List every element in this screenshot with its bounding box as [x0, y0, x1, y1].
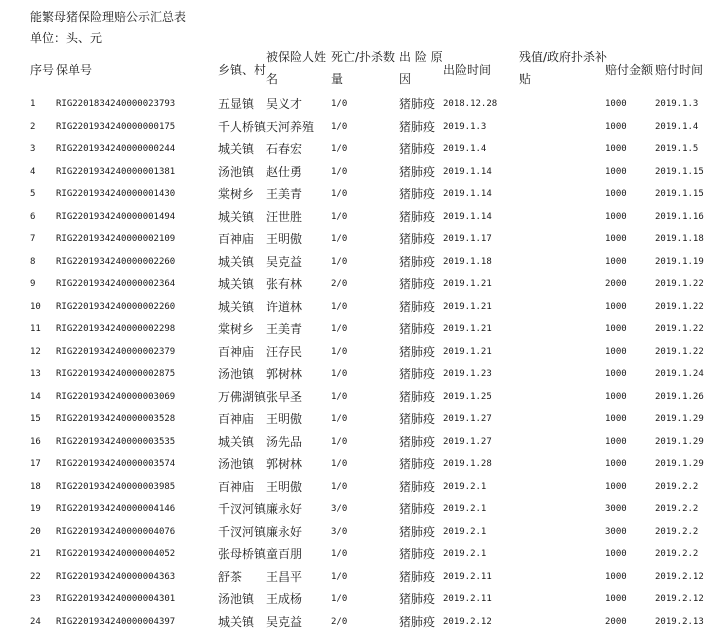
cell-policy-no: RIG2201934240000000175 — [56, 121, 176, 132]
table-row — [0, 545, 720, 563]
cell-cause: 猪肺疫 — [399, 344, 436, 359]
cell-seq: 17 — [30, 459, 41, 469]
cell-insured-name: 张有林 — [266, 277, 303, 291]
cell-dead-count: 1/0 — [331, 211, 348, 222]
cell-cause: 猪肺疫 — [399, 614, 436, 629]
cell-policy-no: RIG2201934240000003535 — [56, 436, 176, 447]
cell-town: 城关镇 — [218, 299, 255, 314]
cell-seq: 4 — [30, 166, 36, 177]
cell-pay-date: 2019.1.3 — [655, 99, 699, 109]
cell-dead-count: 1/0 — [331, 414, 348, 424]
cell-loss-date: 2019.1.14 — [443, 166, 492, 177]
cell-amount: 2000 — [605, 616, 627, 627]
cell-amount: 1000 — [605, 211, 627, 222]
cell-loss-date: 2019.2.12 — [443, 616, 492, 627]
cell-insured-name: 童百朋 — [266, 547, 303, 561]
cell-amount: 1000 — [605, 459, 627, 469]
table-row — [0, 185, 720, 203]
cell-policy-no: RIG2201934240000003528 — [56, 414, 176, 424]
cell-policy-no: RIG2201934240000002298 — [56, 324, 176, 334]
cell-policy-no: RIG2201934240000004363 — [56, 571, 176, 582]
table-row — [0, 500, 720, 518]
cell-amount: 1000 — [605, 256, 627, 267]
cell-loss-date: 2019.1.23 — [443, 369, 492, 379]
cell-dead-count: 3/0 — [331, 504, 348, 514]
cell-policy-no: RIG2201934240000001381 — [56, 166, 176, 177]
cell-insured-name: 汤先品 — [266, 434, 303, 449]
cell-amount: 1000 — [605, 144, 627, 154]
cell-policy-no: RIG2201934240000001430 — [56, 189, 176, 199]
cell-dead-count: 1/0 — [331, 234, 348, 244]
cell-amount: 1000 — [605, 414, 627, 424]
cell-insured-name: 汪存民 — [266, 344, 303, 359]
cell-amount: 1000 — [605, 571, 627, 582]
cell-seq: 13 — [30, 369, 41, 379]
cell-town: 城关镇 — [218, 277, 255, 291]
cell-insured-name: 廉永好 — [266, 524, 303, 539]
cell-pay-date: 2019.1.18 — [655, 234, 704, 244]
cell-cause: 猪肺疫 — [399, 254, 436, 269]
cell-loss-date: 2019.1.17 — [443, 234, 492, 244]
table-row — [0, 388, 720, 406]
cell-amount: 1000 — [605, 234, 627, 244]
cell-pay-date: 2019.1.29 — [655, 459, 704, 469]
cell-cause: 猪肺疫 — [399, 547, 436, 561]
table-row — [0, 433, 720, 451]
cell-loss-date: 2019.1.27 — [443, 436, 492, 447]
cell-policy-no: RIG2201934240000002260 — [56, 256, 176, 267]
cell-insured-name: 郭树林 — [266, 457, 303, 471]
header-dead-1: 死亡/扑杀数 — [331, 50, 396, 64]
cell-insured-name: 赵仕勇 — [266, 164, 303, 179]
cell-insured-name: 吴克益 — [266, 254, 303, 269]
unit-label: 单位：头、元 — [30, 31, 103, 45]
header-dead-2: 量 — [331, 72, 344, 86]
cell-seq: 23 — [30, 594, 41, 604]
cell-policy-no: RIG2201934240000002364 — [56, 279, 176, 289]
cell-loss-date: 2019.1.25 — [443, 391, 492, 402]
cell-seq: 10 — [30, 301, 41, 312]
cell-insured-name: 天河养殖 — [266, 119, 315, 134]
table-row — [0, 365, 720, 383]
cell-loss-date: 2019.1.14 — [443, 211, 492, 222]
cell-pay-date: 2019.2.13 — [655, 616, 704, 627]
cell-town: 舒茶 — [218, 569, 243, 584]
header-town: 乡镇、村 — [218, 63, 267, 77]
cell-loss-date: 2019.2.1 — [443, 526, 487, 537]
cell-dead-count: 1/0 — [331, 571, 348, 582]
cell-town: 城关镇 — [218, 142, 255, 156]
cell-town: 百神庙 — [218, 344, 255, 359]
cell-insured-name: 石春宏 — [266, 142, 303, 156]
header-date: 出险时间 — [443, 63, 492, 77]
cell-pay-date: 2019.1.19 — [655, 256, 704, 267]
cell-loss-date: 2019.1.4 — [443, 144, 487, 154]
table-row — [0, 568, 720, 586]
header-cause-1: 出 险 原 — [399, 50, 443, 64]
cell-town: 城关镇 — [218, 614, 255, 629]
cell-dead-count: 1/0 — [331, 549, 348, 559]
cell-cause: 猪肺疫 — [399, 569, 436, 584]
cell-pay-date: 2019.1.15 — [655, 166, 704, 177]
cell-policy-no: RIG2201934240000003574 — [56, 459, 176, 469]
cell-dead-count: 1/0 — [331, 346, 348, 357]
cell-insured-name: 王昌平 — [266, 569, 303, 584]
cell-dead-count: 1/0 — [331, 256, 348, 267]
table-row — [0, 275, 720, 293]
cell-town: 百神庙 — [218, 479, 255, 494]
table-row — [0, 163, 720, 181]
cell-loss-date: 2019.1.21 — [443, 301, 492, 312]
cell-town: 汤池镇 — [218, 457, 255, 471]
cell-seq: 15 — [30, 414, 41, 424]
cell-seq: 9 — [30, 279, 36, 289]
cell-insured-name: 吴义才 — [266, 97, 303, 111]
cell-insured-name: 王成杨 — [266, 592, 303, 606]
cell-pay-date: 2019.2.2 — [655, 549, 699, 559]
cell-insured-name: 王明傲 — [266, 479, 303, 494]
table-row — [0, 320, 720, 338]
table-row — [0, 590, 720, 608]
cell-town: 城关镇 — [218, 254, 255, 269]
cell-cause: 猪肺疫 — [399, 97, 436, 111]
cell-cause: 猪肺疫 — [399, 457, 436, 471]
cell-policy-no: RIG2201934240000001494 — [56, 211, 176, 222]
cell-policy-no: RIG2201934240000003069 — [56, 391, 176, 402]
cell-amount: 1000 — [605, 481, 627, 492]
cell-dead-count: 1/0 — [331, 594, 348, 604]
header-paydate: 赔付时间 — [655, 63, 704, 77]
cell-seq: 14 — [30, 391, 41, 402]
cell-town: 汤池镇 — [218, 592, 255, 606]
cell-loss-date: 2019.1.21 — [443, 324, 492, 334]
cell-town: 汤池镇 — [218, 367, 255, 381]
cell-pay-date: 2019.2.2 — [655, 526, 699, 537]
table-row — [0, 298, 720, 316]
table-row — [0, 343, 720, 361]
cell-cause: 猪肺疫 — [399, 209, 436, 224]
cell-loss-date: 2019.1.28 — [443, 459, 492, 469]
cell-loss-date: 2019.1.3 — [443, 121, 487, 132]
table-row — [0, 118, 720, 136]
cell-pay-date: 2019.1.29 — [655, 414, 704, 424]
cell-loss-date: 2019.2.1 — [443, 481, 487, 492]
cell-cause: 猪肺疫 — [399, 412, 436, 426]
cell-amount: 1000 — [605, 301, 627, 312]
cell-insured-name: 汪世胜 — [266, 209, 303, 224]
table-row — [0, 410, 720, 428]
cell-amount: 3000 — [605, 504, 627, 514]
cell-amount: 1000 — [605, 346, 627, 357]
table-row — [0, 478, 720, 496]
table-row — [0, 140, 720, 158]
cell-amount: 1000 — [605, 189, 627, 199]
cell-amount: 1000 — [605, 391, 627, 402]
cell-pay-date: 2019.1.4 — [655, 121, 699, 132]
cell-cause: 猪肺疫 — [399, 389, 436, 404]
cell-policy-no: RIG2201934240000002109 — [56, 234, 176, 244]
cell-seq: 19 — [30, 504, 41, 514]
cell-pay-date: 2019.1.29 — [655, 436, 704, 447]
cell-dead-count: 1/0 — [331, 121, 348, 132]
cell-policy-no: RIG2201834240000023793 — [56, 99, 176, 109]
cell-loss-date: 2019.1.14 — [443, 189, 492, 199]
cell-policy-no: RIG2201934240000003985 — [56, 481, 176, 492]
cell-seq: 22 — [30, 571, 41, 582]
cell-amount: 2000 — [605, 279, 627, 289]
cell-dead-count: 1/0 — [331, 436, 348, 447]
cell-dead-count: 1/0 — [331, 324, 348, 334]
cell-amount: 1000 — [605, 121, 627, 132]
cell-insured-name: 王美青 — [266, 322, 303, 336]
table-header — [0, 48, 720, 92]
cell-seq: 24 — [30, 616, 41, 627]
cell-pay-date: 2019.1.22 — [655, 324, 704, 334]
cell-dead-count: 1/0 — [331, 391, 348, 402]
page-title: 能繁母猪保险理赔公示汇总表 — [30, 10, 187, 24]
cell-pay-date: 2019.1.5 — [655, 144, 699, 154]
cell-seq: 18 — [30, 481, 41, 492]
cell-town: 棠树乡 — [218, 187, 255, 201]
header-amount: 赔付金额 — [605, 63, 654, 77]
cell-policy-no: RIG2201934240000000244 — [56, 144, 176, 154]
cell-cause: 猪肺疫 — [399, 164, 436, 179]
cell-seq: 2 — [30, 121, 36, 132]
cell-insured-name: 王明傲 — [266, 412, 303, 426]
cell-policy-no: RIG2201934240000004076 — [56, 526, 176, 537]
cell-dead-count: 1/0 — [331, 166, 348, 177]
cell-pay-date: 2019.1.16 — [655, 211, 704, 222]
cell-seq: 6 — [30, 211, 36, 222]
cell-town: 五显镇 — [218, 97, 255, 111]
cell-dead-count: 1/0 — [331, 189, 348, 199]
cell-cause: 猪肺疫 — [399, 322, 436, 336]
cell-dead-count: 1/0 — [331, 369, 348, 379]
cell-loss-date: 2019.1.27 — [443, 414, 492, 424]
cell-amount: 1000 — [605, 549, 627, 559]
cell-town: 城关镇 — [218, 434, 255, 449]
cell-loss-date: 2018.12.28 — [443, 99, 498, 109]
table-row — [0, 95, 720, 113]
cell-insured-name: 许道林 — [266, 299, 303, 314]
cell-seq: 16 — [30, 436, 41, 447]
cell-amount: 1000 — [605, 324, 627, 334]
cell-town: 千汊河镇 — [218, 524, 267, 539]
cell-insured-name: 张早圣 — [266, 389, 303, 404]
table-row — [0, 253, 720, 271]
cell-loss-date: 2019.2.1 — [443, 504, 487, 514]
header-residual-2: 贴 — [519, 72, 532, 86]
cell-town: 棠树乡 — [218, 322, 255, 336]
header-cause-2: 因 — [399, 72, 412, 86]
cell-seq: 7 — [30, 234, 36, 244]
cell-pay-date: 2019.1.22 — [655, 279, 704, 289]
cell-pay-date: 2019.1.22 — [655, 346, 704, 357]
cell-insured-name: 廉永好 — [266, 502, 303, 516]
cell-insured-name: 吴克益 — [266, 614, 303, 629]
cell-dead-count: 3/0 — [331, 526, 348, 537]
header-insured-1: 被保险人姓 — [266, 50, 327, 64]
cell-pay-date: 2019.2.2 — [655, 504, 699, 514]
cell-insured-name: 郭树林 — [266, 367, 303, 381]
cell-dead-count: 1/0 — [331, 301, 348, 312]
cell-cause: 猪肺疫 — [399, 142, 436, 156]
cell-town: 百神庙 — [218, 232, 255, 246]
header-insured-2: 名 — [266, 72, 279, 86]
cell-seq: 21 — [30, 549, 41, 559]
cell-loss-date: 2019.2.11 — [443, 594, 492, 604]
cell-policy-no: RIG2201934240000004052 — [56, 549, 176, 559]
cell-loss-date: 2019.1.21 — [443, 346, 492, 357]
cell-town: 张母桥镇 — [218, 547, 267, 561]
table-row — [0, 230, 720, 248]
cell-pay-date: 2019.1.15 — [655, 189, 704, 199]
cell-seq: 5 — [30, 189, 36, 199]
cell-seq: 1 — [30, 99, 36, 109]
cell-seq: 3 — [30, 144, 36, 154]
cell-pay-date: 2019.2.2 — [655, 481, 699, 492]
cell-cause: 猪肺疫 — [399, 592, 436, 606]
cell-policy-no: RIG2201934240000004397 — [56, 616, 176, 627]
cell-pay-date: 2019.1.22 — [655, 301, 704, 312]
cell-cause: 猪肺疫 — [399, 277, 436, 291]
cell-policy-no: RIG2201934240000002875 — [56, 369, 176, 379]
cell-pay-date: 2019.1.24 — [655, 369, 704, 379]
cell-cause: 猪肺疫 — [399, 524, 436, 539]
cell-amount: 1000 — [605, 436, 627, 447]
table-row — [0, 523, 720, 541]
cell-seq: 12 — [30, 346, 41, 357]
cell-pay-date: 2019.2.12 — [655, 594, 704, 604]
cell-amount: 1000 — [605, 594, 627, 604]
cell-town: 千汊河镇 — [218, 502, 267, 516]
cell-town: 汤池镇 — [218, 164, 255, 179]
cell-dead-count: 1/0 — [331, 459, 348, 469]
cell-amount: 1000 — [605, 99, 627, 109]
cell-loss-date: 2019.1.18 — [443, 256, 492, 267]
cell-seq: 8 — [30, 256, 36, 267]
cell-town: 千人桥镇 — [218, 119, 267, 134]
cell-dead-count: 2/0 — [331, 279, 348, 289]
cell-seq: 20 — [30, 526, 41, 537]
cell-policy-no: RIG2201934240000002260 — [56, 301, 176, 312]
cell-dead-count: 1/0 — [331, 99, 348, 109]
cell-loss-date: 2019.1.21 — [443, 279, 492, 289]
cell-pay-date: 2019.1.26 — [655, 391, 704, 402]
table-row — [0, 455, 720, 473]
cell-amount: 1000 — [605, 166, 627, 177]
header-residual-1: 残值/政府扑杀补 — [519, 50, 608, 64]
cell-town: 万佛湖镇 — [218, 389, 267, 404]
cell-dead-count: 1/0 — [331, 144, 348, 154]
cell-cause: 猪肺疫 — [399, 119, 436, 134]
cell-policy-no: RIG2201934240000004146 — [56, 504, 176, 514]
table-row — [0, 613, 720, 631]
cell-cause: 猪肺疫 — [399, 187, 436, 201]
cell-policy-no: RIG2201934240000002379 — [56, 346, 176, 357]
cell-cause: 猪肺疫 — [399, 479, 436, 494]
cell-town: 百神庙 — [218, 412, 255, 426]
table-row — [0, 208, 720, 226]
cell-seq: 11 — [30, 324, 41, 334]
cell-cause: 猪肺疫 — [399, 232, 436, 246]
header-policy: 保单号 — [56, 63, 93, 77]
cell-policy-no: RIG2201934240000004301 — [56, 594, 176, 604]
cell-loss-date: 2019.2.1 — [443, 549, 487, 559]
cell-dead-count: 2/0 — [331, 616, 348, 627]
cell-amount: 1000 — [605, 369, 627, 379]
cell-cause: 猪肺疫 — [399, 434, 436, 449]
cell-insured-name: 王明傲 — [266, 232, 303, 246]
cell-pay-date: 2019.2.12 — [655, 571, 704, 582]
cell-cause: 猪肺疫 — [399, 299, 436, 314]
header-seq: 序号 — [30, 63, 55, 77]
cell-cause: 猪肺疫 — [399, 367, 436, 381]
cell-loss-date: 2019.2.11 — [443, 571, 492, 582]
cell-cause: 猪肺疫 — [399, 502, 436, 516]
cell-amount: 3000 — [605, 526, 627, 537]
cell-dead-count: 1/0 — [331, 481, 348, 492]
cell-insured-name: 王美青 — [266, 187, 303, 201]
cell-town: 城关镇 — [218, 209, 255, 224]
